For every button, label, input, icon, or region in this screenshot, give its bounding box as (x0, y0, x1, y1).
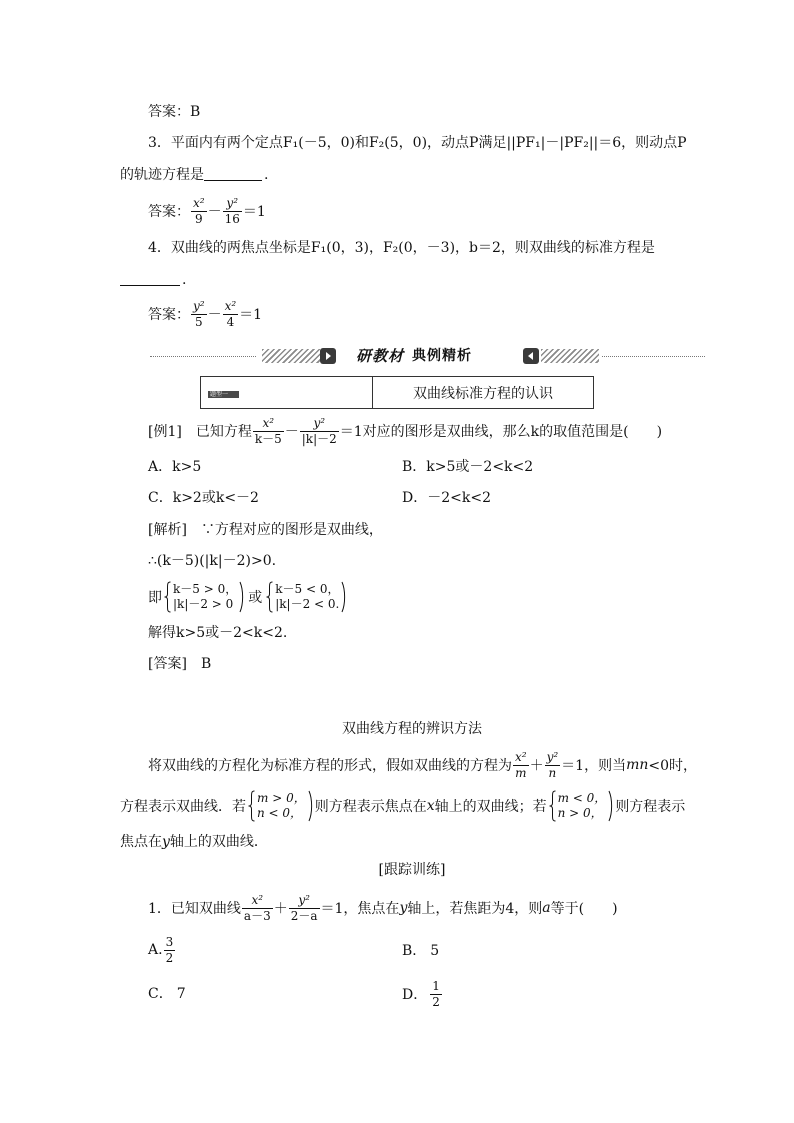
answer-label: 答案： (148, 307, 190, 323)
analysis-prefix: 即 (148, 590, 162, 606)
variable: mn (626, 757, 649, 773)
system-row: n < 0， (257, 806, 303, 820)
option-d: D．－2<k<2 (402, 490, 491, 506)
method-text: 方程表示双曲线．若 (120, 799, 246, 815)
analysis-line3 (148, 579, 348, 615)
fraction (513, 750, 529, 781)
divider-dots-left (150, 356, 256, 357)
operator: － (284, 424, 299, 440)
question-intro: 1．已知双曲线 (148, 901, 241, 917)
fraction (223, 299, 239, 330)
system-row: m < 0， (557, 791, 607, 805)
left-brace (248, 790, 255, 822)
answer-label: 答案： (148, 104, 190, 120)
q3-answer-line (148, 193, 266, 229)
fraction-numerator: y² (223, 196, 242, 212)
option-c: C．k>2或k<－2 (148, 490, 259, 506)
method-text: 轴上的双曲线；若 (434, 799, 547, 815)
topic-tag: 题型一 (208, 391, 239, 398)
left-brace (266, 581, 273, 613)
fraction-denominator: 16 (224, 211, 240, 226)
banner-stripes-right (541, 349, 599, 363)
method-text: 轴上的双曲线． (169, 834, 268, 850)
system-row: |k|－2 < 0. (275, 597, 340, 611)
prev-answer-line (148, 102, 200, 122)
answer-blank (204, 180, 262, 181)
practice-option-b (402, 941, 439, 961)
right-paren (308, 790, 313, 822)
method-text: 焦点在 (120, 834, 162, 850)
option-label: B． (402, 943, 427, 959)
fraction-denominator: a－3 (243, 908, 271, 923)
banner-stripes-left (262, 349, 320, 363)
option-label: C． (148, 986, 173, 1002)
system-rows (273, 582, 341, 612)
example1-stem (148, 413, 662, 449)
right-paren (239, 581, 244, 613)
answer-value: B (200, 656, 212, 672)
fraction (191, 299, 207, 330)
q4-stem-end: . (182, 272, 187, 288)
topic-box (200, 376, 594, 409)
banner-title-part2: 典例精析 (412, 348, 473, 364)
fraction-denominator: 2 (432, 994, 440, 1009)
option-label: D． (402, 987, 428, 1003)
fraction-denominator: 2－a (290, 908, 318, 923)
example-tail: ＝1对应的图形是双曲线，那么k的取值范围是( ) (339, 424, 663, 440)
fraction-numerator: 1 (432, 978, 440, 993)
q3-stem-line2 (120, 165, 268, 185)
fraction-denominator: k－5 (254, 431, 282, 446)
divider-dots-right (602, 356, 705, 357)
method-text: 则方程表示 (615, 799, 686, 815)
fraction-denominator: 2 (165, 950, 174, 965)
option-value: 5 (430, 943, 440, 959)
analysis-text: ∵方程对应的图形是双曲线， (200, 522, 383, 538)
answer-label: 答案： (148, 204, 190, 220)
fraction-numerator: x² (515, 749, 527, 764)
variable: a (542, 900, 551, 916)
fraction-numerator: x² (193, 195, 205, 210)
question-text: 轴上，若焦距为4，则 (407, 901, 543, 917)
fraction (223, 196, 242, 227)
q3-stem-line1: 3．平面内有两个定点F₁(－5，0)和F₂(5，0)，动点P满足||PF₁|－|PF₂||＝6，则动点P (148, 135, 687, 151)
operator: － (207, 307, 222, 323)
practice-q1-stem (148, 890, 618, 926)
arrow-right-icon (320, 348, 336, 364)
left-brace (549, 790, 556, 822)
fraction-denominator: n (548, 765, 557, 780)
section-banner-title (356, 346, 472, 366)
fraction-denominator: 9 (194, 211, 203, 226)
option-b: B．k>5或－2<k<2 (402, 459, 534, 475)
method-title: 双曲线方程的辨识方法 (342, 721, 482, 737)
variable: x (426, 798, 435, 814)
operator: ＋ (529, 758, 544, 774)
example-label: [例1] (148, 424, 182, 440)
right-paren (341, 581, 346, 613)
analysis-line2: ∴(k－5)(|k|－2)>0. (148, 553, 277, 569)
inequality-system (266, 581, 346, 613)
q3-stem-end: . (264, 167, 269, 183)
inequality-system (248, 790, 313, 822)
answer-label: [答案] (148, 656, 187, 672)
topic-title: 双曲线标准方程的认识 (413, 385, 553, 402)
fraction (164, 935, 176, 966)
fraction (253, 416, 284, 447)
practice-title: [跟踪训练] (378, 862, 446, 878)
fraction (545, 750, 561, 781)
method-text: 则方程表示焦点在 (314, 799, 427, 815)
option-value: 7 (176, 986, 186, 1002)
system-row: n > 0， (557, 806, 603, 820)
method-p3 (120, 832, 268, 852)
question-text: 等于( ) (550, 901, 618, 917)
inequality-system (164, 581, 244, 613)
fraction-denominator: 5 (194, 314, 203, 329)
system-row: k－5 > 0， (173, 582, 238, 596)
q4-stem-line1: 4．双曲线的两焦点坐标是F₁(0，3)，F₂(0，－3)，b＝2，则双曲线的标准方程是 (148, 240, 655, 256)
answer-value: B (190, 104, 201, 120)
practice-option-a (148, 932, 176, 968)
answer-blank (120, 285, 180, 286)
fraction-numerator: x² (242, 893, 273, 909)
fraction-numerator: 3 (165, 934, 174, 949)
fraction (300, 416, 339, 447)
system-row: m > 0， (257, 791, 306, 805)
method-text: <0时， (648, 758, 698, 774)
option-label: A. (148, 942, 163, 958)
left-brace (164, 581, 171, 613)
fraction (289, 893, 320, 924)
system-row: k－5 < 0， (275, 582, 340, 596)
fraction-numerator: x² (253, 416, 284, 432)
arrow-left-icon (523, 348, 539, 364)
system-rows (171, 582, 239, 612)
fraction (430, 979, 442, 1010)
fraction-denominator: 4 (226, 314, 235, 329)
practice-option-c (148, 984, 186, 1004)
fraction-numerator: x² (224, 298, 237, 313)
banner-title-part1: 研教材 (356, 347, 405, 365)
inequality-system (549, 790, 614, 822)
variable: y (162, 834, 170, 850)
fraction-numerator: y² (546, 749, 559, 764)
operator: － (207, 204, 222, 220)
analysis-or: 或 (248, 590, 263, 606)
method-p1 (148, 747, 697, 783)
analysis-line4: 解得k>5或－2<k<2. (148, 625, 288, 641)
topic-tag-cell (201, 377, 373, 408)
variable: y (399, 900, 408, 916)
fraction-numerator: y² (300, 416, 339, 432)
equation-tail: ＝1 (239, 307, 263, 323)
q4-stem-line2 (120, 270, 186, 290)
q3-stem-text: 的轨迹方程是 (120, 167, 204, 183)
method-p2 (120, 788, 685, 824)
analysis-line1 (148, 520, 383, 540)
system-rows (556, 791, 609, 821)
example-intro: 已知方程 (195, 424, 252, 440)
analysis-label: [解析] (148, 522, 187, 538)
operator: ＋ (273, 901, 288, 917)
option-a: A．k>5 (148, 459, 202, 475)
fraction (191, 196, 207, 227)
practice-option-d (402, 976, 443, 1012)
method-text: ＝1，则当 (561, 758, 627, 774)
fraction-numerator: y² (193, 298, 205, 313)
system-rows (255, 791, 308, 821)
system-row: |k|－2 > 0 (173, 597, 234, 611)
fraction (242, 893, 273, 924)
fraction-numerator: y² (289, 893, 320, 909)
fraction-denominator: |k|－2 (301, 431, 337, 446)
fraction-denominator: m (515, 765, 527, 780)
example-answer-line (148, 654, 211, 674)
method-text: 将双曲线的方程化为标准方程的形式，假如双曲线的方程为 (148, 758, 512, 774)
right-paren (608, 790, 613, 822)
equation-tail: ＝1 (242, 204, 266, 220)
q4-answer-line (148, 296, 262, 332)
question-text: ＝1，焦点在 (320, 901, 400, 917)
